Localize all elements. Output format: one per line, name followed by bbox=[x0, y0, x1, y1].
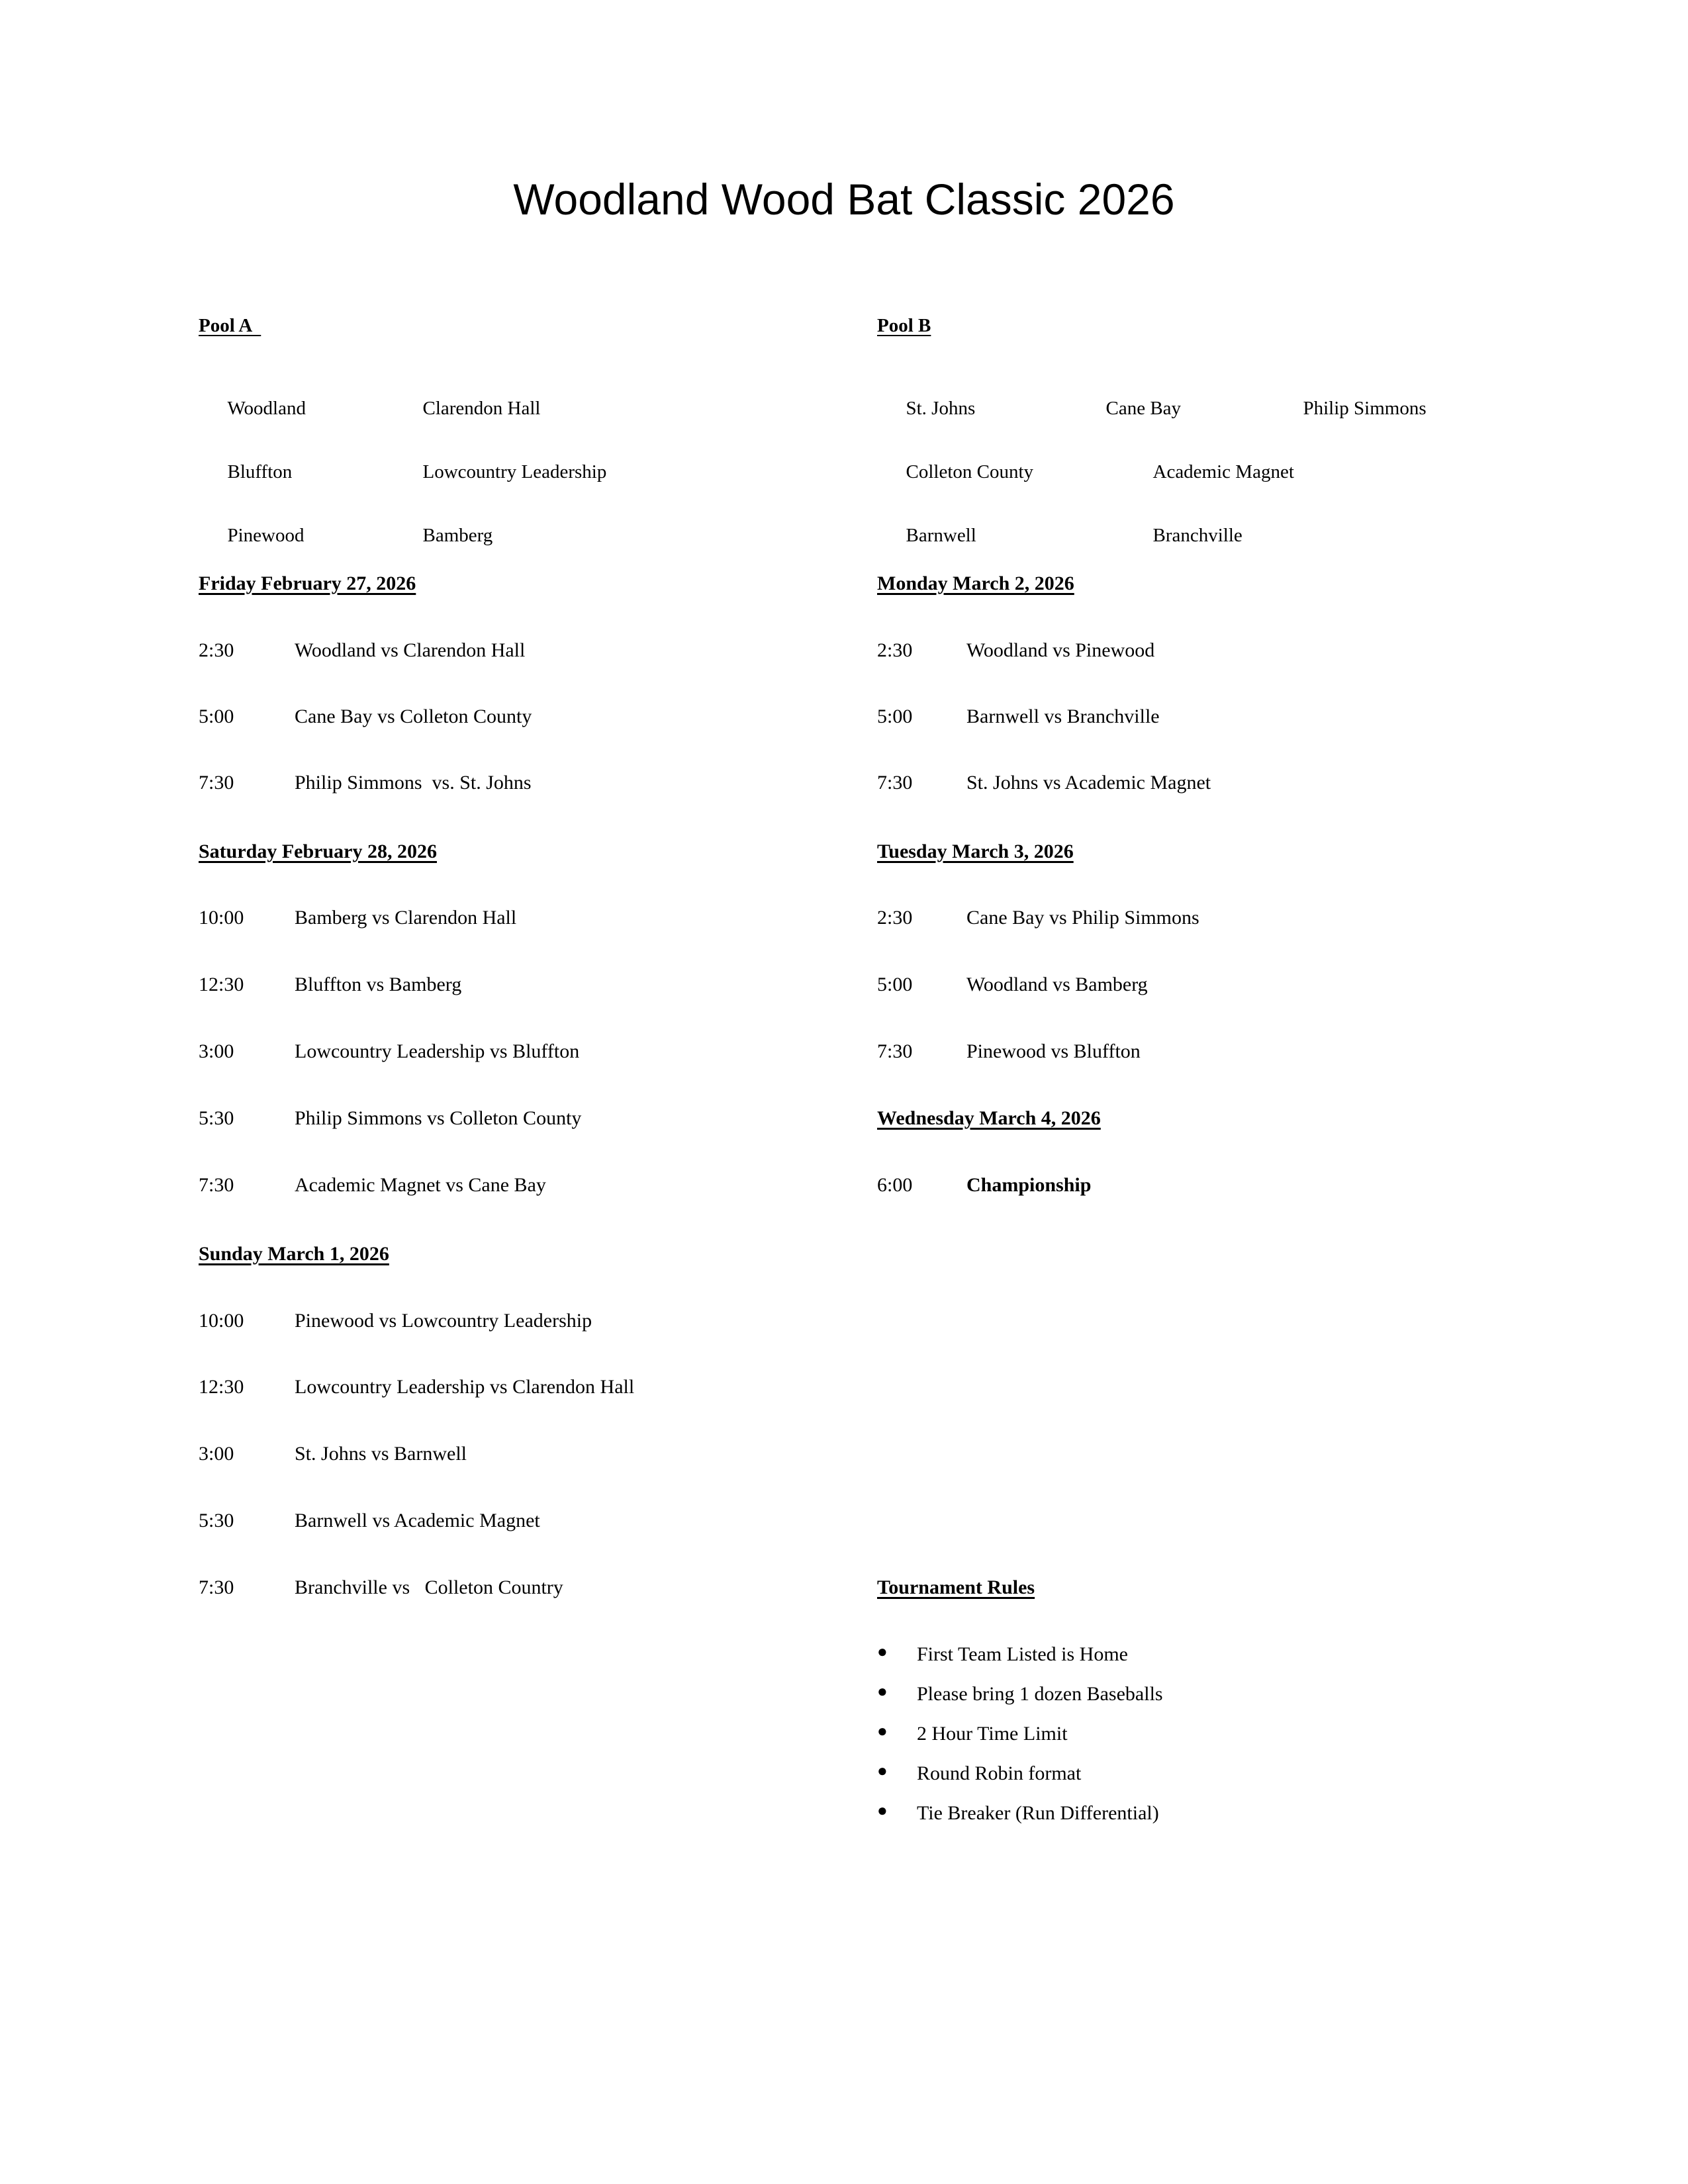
game-row bbox=[877, 772, 1211, 799]
pool-a-team: Woodland bbox=[227, 398, 306, 419]
game-matchup: Philip Simmons vs. St. Johns bbox=[295, 772, 532, 794]
bullet-icon: ● bbox=[877, 1721, 888, 1741]
pool-b-team: Philip Simmons bbox=[1303, 398, 1427, 419]
day-heading-tuesday: Tuesday March 3, 2026 bbox=[877, 841, 1074, 862]
game-row bbox=[199, 639, 526, 667]
game-matchup: Bluffton vs Bamberg bbox=[295, 974, 462, 995]
game-row bbox=[199, 705, 532, 733]
day-heading-wednesday: Wednesday March 4, 2026 bbox=[877, 1107, 1101, 1129]
pool-a-heading: Pool A bbox=[199, 315, 261, 336]
game-row bbox=[199, 1443, 467, 1471]
list-item bbox=[877, 1801, 1159, 1830]
game-matchup: Bamberg vs Clarendon Hall bbox=[295, 907, 517, 929]
game-row bbox=[877, 639, 1155, 667]
game-matchup: Woodland vs Pinewood bbox=[966, 639, 1155, 661]
game-row bbox=[877, 705, 1160, 733]
rule-text: 2 Hour Time Limit bbox=[917, 1723, 1068, 1745]
day-heading-sunday: Sunday March 1, 2026 bbox=[199, 1243, 389, 1265]
game-time: 2:30 bbox=[877, 907, 913, 929]
pool-b-row bbox=[877, 380, 1427, 437]
game-matchup: Pinewood vs Bluffton bbox=[966, 1040, 1141, 1062]
game-matchup: Barnwell vs Academic Magnet bbox=[295, 1510, 540, 1531]
game-time: 12:30 bbox=[199, 974, 244, 995]
game-row bbox=[199, 1376, 635, 1404]
pool-a-row bbox=[199, 507, 492, 565]
game-matchup: Barnwell vs Branchville bbox=[966, 705, 1160, 727]
list-item bbox=[877, 1642, 1128, 1671]
game-matchup: Lowcountry Leadership vs Bluffton bbox=[295, 1040, 580, 1062]
game-time: 7:30 bbox=[199, 772, 234, 794]
rule-text: Tie Breaker (Run Differential) bbox=[917, 1802, 1159, 1824]
pool-a-team: Bluffton bbox=[227, 461, 293, 482]
bullet-icon: ● bbox=[877, 1682, 888, 1701]
game-matchup: St. Johns vs Barnwell bbox=[295, 1443, 467, 1465]
bullet-icon: ● bbox=[877, 1801, 888, 1820]
game-row bbox=[199, 1174, 546, 1202]
game-time: 7:30 bbox=[877, 772, 913, 794]
bullet-icon: ● bbox=[877, 1642, 888, 1661]
pool-b-heading: Pool B bbox=[877, 315, 931, 336]
game-row bbox=[199, 1576, 563, 1604]
game-time: 5:00 bbox=[877, 974, 913, 995]
game-matchup: Championship bbox=[966, 1174, 1092, 1196]
game-matchup: Pinewood vs Lowcountry Leadership bbox=[295, 1310, 592, 1332]
game-time: 5:30 bbox=[199, 1107, 234, 1129]
pool-b-team: Academic Magnet bbox=[1152, 461, 1294, 482]
game-row bbox=[199, 907, 517, 934]
game-matchup: Woodland vs Clarendon Hall bbox=[295, 639, 526, 661]
game-time: 7:30 bbox=[877, 1040, 913, 1062]
page-title: Woodland Wood Bat Classic 2026 bbox=[513, 175, 1175, 224]
list-item bbox=[877, 1721, 1068, 1751]
game-row bbox=[199, 1107, 582, 1135]
game-row bbox=[199, 1510, 540, 1537]
game-time: 6:00 bbox=[877, 1174, 913, 1196]
pool-a-team: Pinewood bbox=[227, 525, 305, 546]
game-time: 5:00 bbox=[199, 705, 234, 727]
game-row-championship bbox=[877, 1174, 1092, 1202]
pool-b-row bbox=[877, 507, 1243, 565]
game-matchup: Branchville vs Colleton Country bbox=[295, 1576, 563, 1598]
game-matchup: St. Johns vs Academic Magnet bbox=[966, 772, 1211, 794]
game-time: 3:00 bbox=[199, 1443, 234, 1465]
game-time: 7:30 bbox=[199, 1576, 234, 1598]
game-matchup: Academic Magnet vs Cane Bay bbox=[295, 1174, 546, 1196]
pool-a-row bbox=[199, 380, 540, 437]
game-matchup: Woodland vs Bamberg bbox=[966, 974, 1148, 995]
day-heading-saturday: Saturday February 28, 2026 bbox=[199, 841, 437, 862]
game-time: 2:30 bbox=[199, 639, 234, 661]
game-row bbox=[877, 974, 1148, 1001]
list-item bbox=[877, 1761, 1082, 1790]
game-time: 10:00 bbox=[199, 907, 244, 929]
pool-a-row bbox=[199, 443, 606, 501]
pool-b-row bbox=[877, 443, 1294, 501]
pool-a-team: Bamberg bbox=[422, 525, 493, 546]
pool-b-team: St. Johns bbox=[906, 398, 976, 419]
day-heading-monday: Monday March 2, 2026 bbox=[877, 572, 1074, 594]
pool-b-team: Cane Bay bbox=[1105, 398, 1182, 419]
game-time: 5:00 bbox=[877, 705, 913, 727]
game-row bbox=[877, 907, 1199, 934]
game-row bbox=[199, 1310, 592, 1338]
game-row bbox=[199, 974, 462, 1001]
game-time: 12:30 bbox=[199, 1376, 244, 1398]
pool-b-team: Colleton County bbox=[906, 461, 1034, 482]
list-item bbox=[877, 1682, 1163, 1711]
game-row bbox=[199, 1040, 580, 1068]
pool-a-team: Clarendon Hall bbox=[422, 398, 541, 419]
game-row bbox=[199, 772, 532, 799]
game-time: 5:30 bbox=[199, 1510, 234, 1531]
game-time: 7:30 bbox=[199, 1174, 234, 1196]
rule-text: Please bring 1 dozen Baseballs bbox=[917, 1683, 1163, 1705]
bullet-icon: ● bbox=[877, 1761, 888, 1780]
game-time: 10:00 bbox=[199, 1310, 244, 1332]
game-time: 3:00 bbox=[199, 1040, 234, 1062]
game-matchup: Cane Bay vs Colleton County bbox=[295, 705, 532, 727]
day-heading-friday: Friday February 27, 2026 bbox=[199, 572, 416, 594]
game-row bbox=[877, 1040, 1141, 1068]
game-matchup: Cane Bay vs Philip Simmons bbox=[966, 907, 1199, 929]
game-matchup: Lowcountry Leadership vs Clarendon Hall bbox=[295, 1376, 635, 1398]
pool-b-team: Branchville bbox=[1152, 525, 1243, 546]
tournament-rules-heading: Tournament Rules bbox=[877, 1576, 1035, 1598]
pool-a-team: Lowcountry Leadership bbox=[422, 461, 607, 482]
game-matchup: Philip Simmons vs Colleton County bbox=[295, 1107, 582, 1129]
game-time: 2:30 bbox=[877, 639, 913, 661]
rule-text: Round Robin format bbox=[917, 1762, 1082, 1784]
pool-b-team: Barnwell bbox=[906, 525, 976, 546]
rule-text: First Team Listed is Home bbox=[917, 1643, 1128, 1665]
